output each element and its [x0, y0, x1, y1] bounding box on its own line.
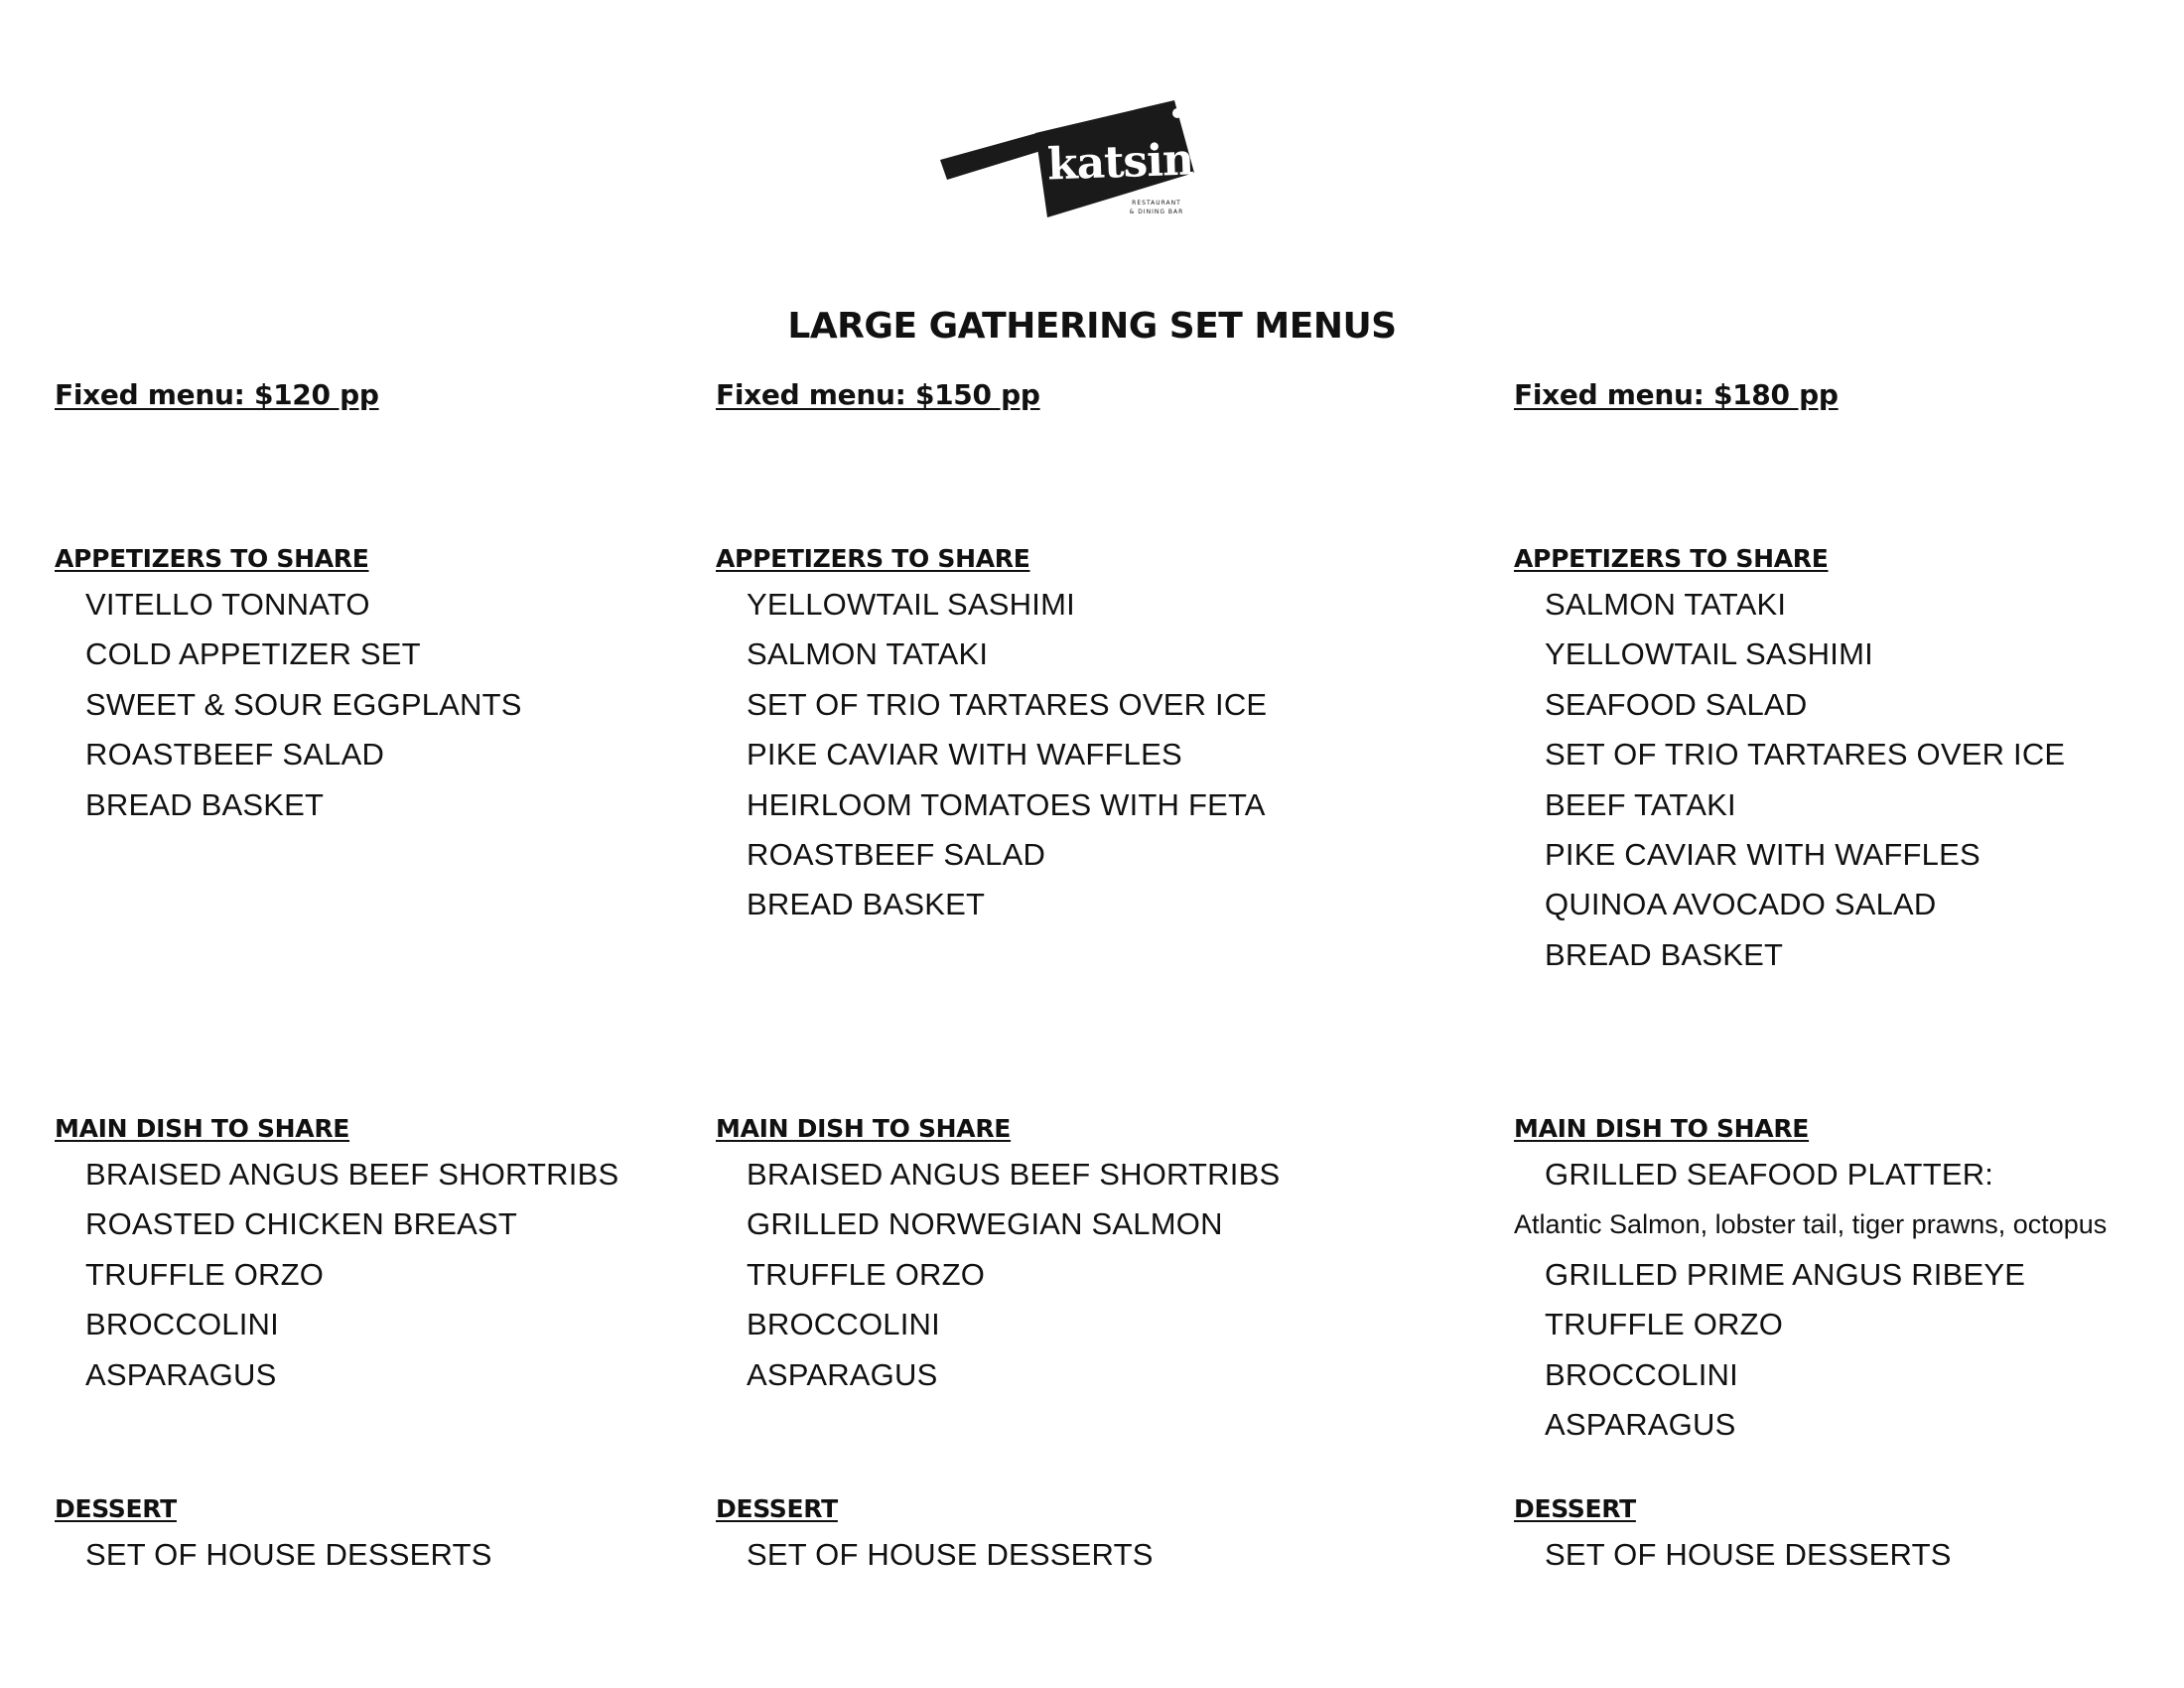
- list-item: BROCCOLINI: [1545, 1356, 1738, 1392]
- list-item: SALMON TATAKI: [747, 636, 989, 672]
- dessert-heading: DESSERT: [1514, 1494, 1636, 1523]
- list-item: TRUFFLE ORZO: [1545, 1307, 1784, 1342]
- list-item: TRUFFLE ORZO: [747, 1256, 986, 1292]
- katsin-logo: [938, 95, 1226, 224]
- main-dish-list: [747, 1150, 1280, 1400]
- list-item: BROCCOLINI: [747, 1307, 940, 1342]
- list-item: SWEET & SOUR EGGPLANTS: [85, 686, 522, 722]
- list-item: BRAISED ANGUS BEEF SHORTRIBS: [747, 1157, 1281, 1192]
- list-item: SET OF HOUSE DESSERTS: [1545, 1537, 1952, 1572]
- list-item: ASPARAGUS: [1545, 1406, 1736, 1442]
- list-item: YELLOWTAIL SASHIMI: [1545, 636, 1873, 672]
- list-item: VITELLO TONNATO: [85, 587, 370, 622]
- dessert-list: [1545, 1530, 1952, 1580]
- list-item: BREAD BASKET: [1545, 936, 1784, 972]
- main-dish-heading: MAIN DISH TO SHARE: [55, 1114, 350, 1143]
- appetizers-list: [85, 580, 522, 830]
- logo-tagline-1: RESTAURANT: [1132, 200, 1181, 207]
- list-item: PIKE CAVIAR WITH WAFFLES: [747, 737, 1182, 773]
- dessert-heading: DESSERT: [716, 1494, 838, 1523]
- price-heading: Fixed menu: $150 pp: [716, 378, 1040, 411]
- list-item: BRAISED ANGUS BEEF SHORTRIBS: [85, 1157, 619, 1192]
- main-dish-heading: MAIN DISH TO SHARE: [1514, 1114, 1810, 1143]
- main-dish-heading: MAIN DISH TO SHARE: [716, 1114, 1012, 1143]
- appetizers-list: [747, 580, 1267, 930]
- list-item: GRILLED PRIME ANGUS RIBEYE: [1545, 1256, 2026, 1292]
- logo-tagline-2: & DINING BAR: [1129, 209, 1184, 215]
- cleaver-hole: [1172, 108, 1182, 118]
- list-item: YELLOWTAIL SASHIMI: [747, 587, 1075, 622]
- list-item: SET OF TRIO TARTARES OVER ICE: [1545, 737, 2066, 773]
- price-heading: Fixed menu: $120 pp: [55, 378, 379, 411]
- appetizers-heading: APPETIZERS TO SHARE: [1514, 544, 1829, 573]
- page-title: LARGE GATHERING SET MENUS: [787, 306, 1397, 347]
- dessert-list: [85, 1530, 492, 1580]
- list-item: HEIRLOOM TOMATOES WITH FETA: [747, 786, 1266, 822]
- list-item: SET OF HOUSE DESSERTS: [85, 1537, 492, 1572]
- list-item: ASPARAGUS: [85, 1356, 277, 1392]
- list-item: ROASTBEEF SALAD: [85, 737, 385, 773]
- appetizers-heading: APPETIZERS TO SHARE: [55, 544, 369, 573]
- list-item: SEAFOOD SALAD: [1545, 686, 1808, 722]
- cleaver-handle: [940, 132, 1047, 180]
- logo-wordmark: katsin: [1046, 134, 1194, 191]
- list-item: SALMON TATAKI: [1545, 587, 1787, 622]
- list-item: BREAD BASKET: [747, 887, 986, 922]
- list-item: BROCCOLINI: [85, 1307, 279, 1342]
- list-item: GRILLED SEAFOOD PLATTER:: [1545, 1157, 1994, 1192]
- dessert-list: [747, 1530, 1154, 1580]
- list-item: PIKE CAVIAR WITH WAFFLES: [1545, 836, 1980, 872]
- appetizers-list: [1545, 580, 2065, 980]
- list-item: QUINOA AVOCADO SALAD: [1545, 887, 1937, 922]
- list-item: ASPARAGUS: [747, 1356, 938, 1392]
- list-item-note: Atlantic Salmon, lobster tail, tiger prawns, octopus: [1514, 1209, 2108, 1240]
- main-dish-list: [1514, 1150, 2108, 1450]
- price-heading: Fixed menu: $180 pp: [1514, 378, 1839, 411]
- main-dish-list: [85, 1150, 618, 1400]
- list-item: ROASTBEEF SALAD: [747, 836, 1046, 872]
- list-item: ROASTED CHICKEN BREAST: [85, 1206, 518, 1242]
- list-item: COLD APPETIZER SET: [85, 636, 421, 672]
- list-item: SET OF HOUSE DESSERTS: [747, 1537, 1154, 1572]
- list-item: BEEF TATAKI: [1545, 786, 1736, 822]
- list-item: TRUFFLE ORZO: [85, 1256, 325, 1292]
- list-item: GRILLED NORWEGIAN SALMON: [747, 1206, 1223, 1242]
- list-item: SET OF TRIO TARTARES OVER ICE: [747, 686, 1268, 722]
- dessert-heading: DESSERT: [55, 1494, 177, 1523]
- list-item: BREAD BASKET: [85, 786, 325, 822]
- appetizers-heading: APPETIZERS TO SHARE: [716, 544, 1030, 573]
